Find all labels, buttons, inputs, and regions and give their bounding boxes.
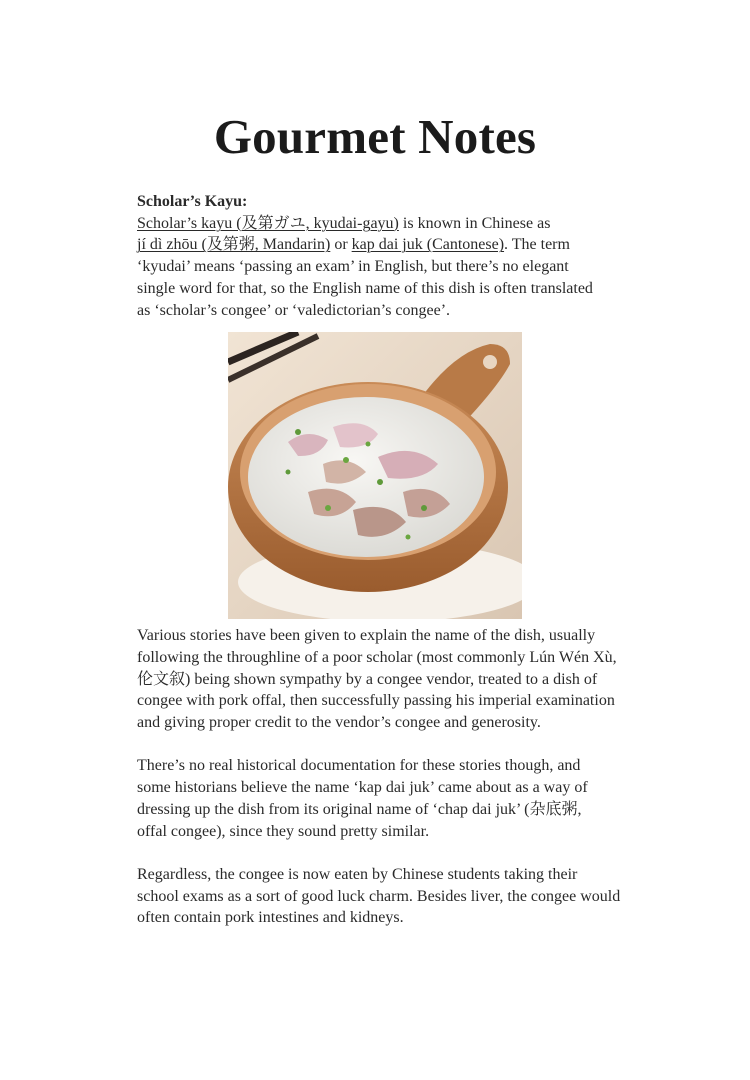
intro-text: is known in Chinese as — [398, 214, 551, 232]
intro-paragraph — [137, 213, 667, 322]
paragraph-stories — [137, 625, 667, 734]
mandarin-name-link[interactable]: jí dì zhōu (及第粥, Mandarin) — [137, 236, 331, 254]
cantonese-name-link[interactable]: kap dai juk (Cantonese) — [351, 236, 505, 254]
paragraph-line: There’s no real historical documentation for these stories though, and — [137, 757, 581, 775]
paragraph-line: some historians believe the name ‘kap dai juk’ came about as a way of — [137, 779, 588, 797]
paragraph-history — [137, 755, 667, 842]
paragraph-line: often contain pork intestines and kidneys. — [137, 909, 404, 927]
paragraph-line: and giving proper credit to the vendor’s congee and generosity. — [137, 714, 541, 732]
paragraph-line: offal congee), since they sound pretty similar. — [137, 822, 430, 840]
intro-text: single word for that, so the English name of this dish is often translated — [137, 279, 593, 297]
intro-text: as ‘scholar’s congee’ or ‘valedictorian’s congee’. — [137, 301, 451, 319]
paragraph-line: dressing up the dish from its original name of ‘chap dai juk’ (杂底粥, — [137, 800, 582, 818]
paragraph-today — [137, 864, 667, 929]
paragraph-line: Various stories have been given to explain the name of the dish, usually — [137, 627, 596, 645]
section-heading: Scholar’s Kayu: — [137, 193, 248, 210]
intro-text: or — [330, 236, 352, 254]
paragraph-line: school exams as a sort of good luck charm. Besides liver, the congee would — [137, 887, 621, 905]
congee-photo — [228, 332, 522, 619]
kayu-japanese-link[interactable]: Scholar’s kayu (及第ガユ, kyudai-gayu) — [137, 214, 399, 232]
intro-text: . The term — [504, 236, 570, 254]
paragraph-line: following the throughline of a poor scholar (most commonly Lún Wén Xù, — [137, 648, 617, 666]
paragraph-line: congee with pork offal, then successfully passing his imperial examination — [137, 692, 615, 710]
intro-text: ‘kyudai’ means ‘passing an exam’ in English, but there’s no elegant — [137, 258, 569, 276]
article-body — [137, 191, 667, 929]
paragraph-line: 伦文叙) being shown sympathy by a congee vendor, treated to a dish of — [137, 670, 598, 688]
paragraph-line: Regardless, the congee is now eaten by Chinese students taking their — [137, 865, 578, 883]
page-title: Gourmet Notes — [213, 109, 537, 164]
